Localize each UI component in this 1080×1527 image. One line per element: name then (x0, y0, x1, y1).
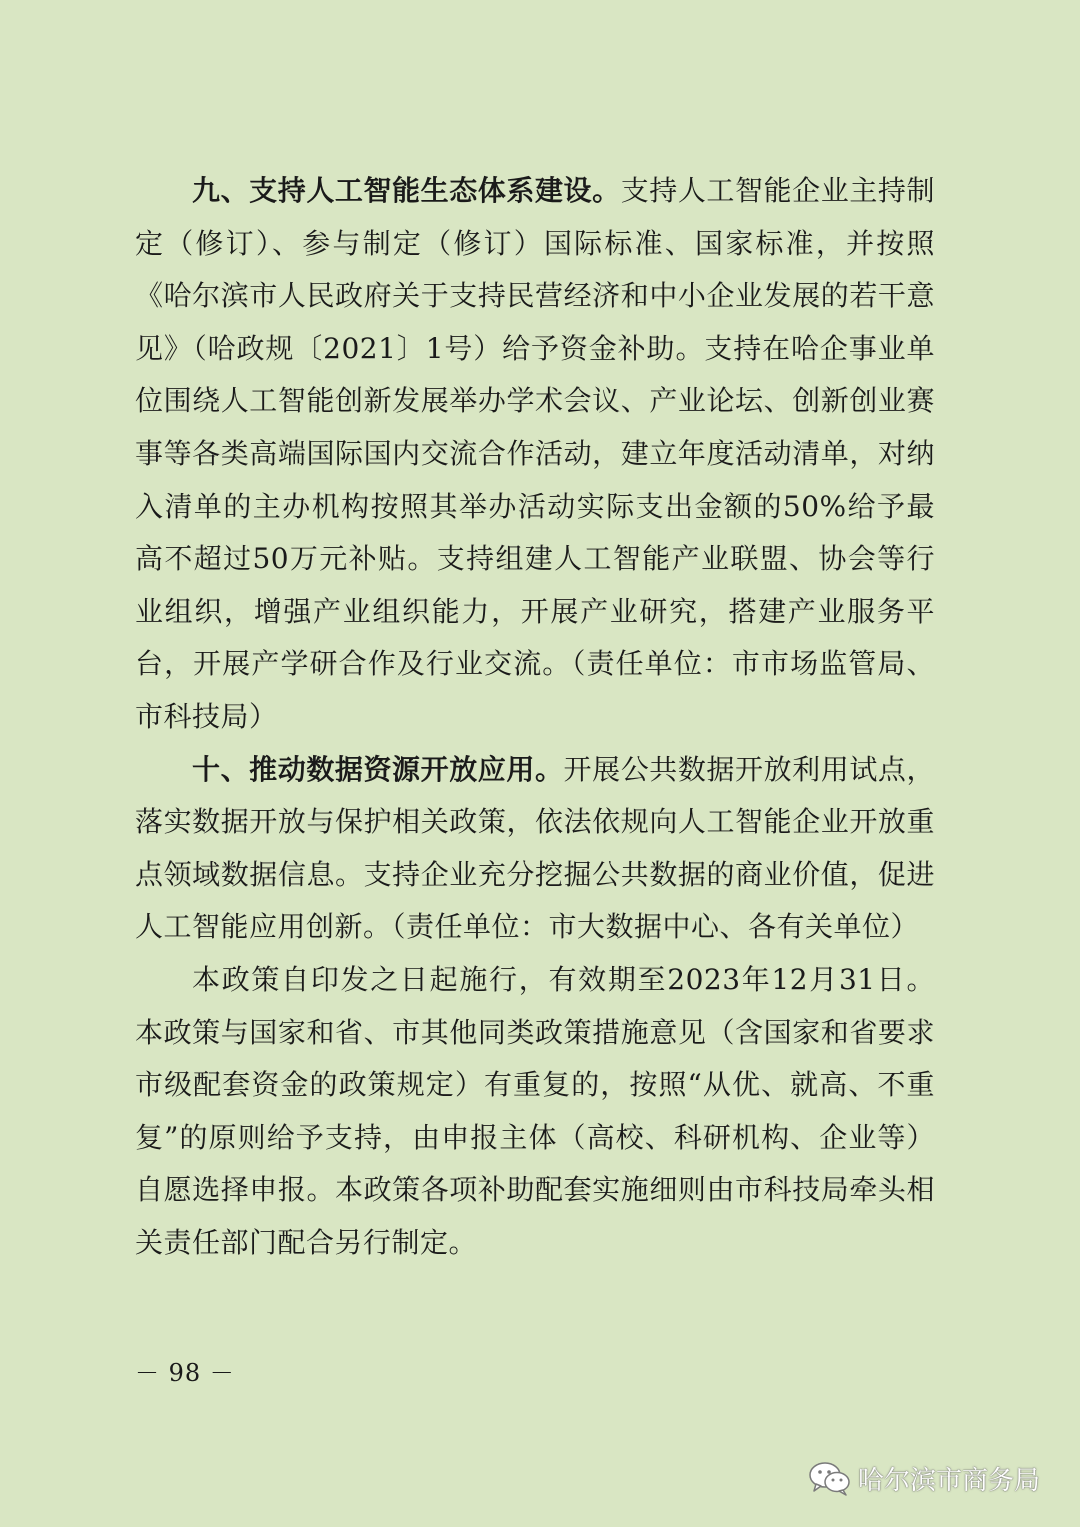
page-number: － 98 － (135, 1359, 235, 1387)
paragraph-text: 开展公共数据开放利用试点，落实数据开放与保护相关政策，依法依规向人工智能企业开放重点领域数据信息。支持企业充分挖掘公共数据的商业价值，促进人工智能应用创新。（责任单位：市大数据中心、各有关单位） (135, 752, 935, 944)
paragraph-text: 本政策自印发之日起施行，有效期至2023年12月31日。本政策与国家和省、市其他同类政策措施意见（含国家和省要求市级配套资金的政策规定）有重复的，按照“从优、就高、不重复”的原则给予支持，由申报主体（高校、科研机构、企业等）自愿选择申报。本政策各项补助配套实施细则由市科技局牵头相关责任部门配合另行制定。 (135, 962, 935, 1259)
wechat-icon (808, 1460, 852, 1496)
paragraph-policy-validity (135, 954, 935, 1270)
document-body (135, 165, 935, 1269)
wechat-watermark (808, 1458, 1040, 1498)
section-heading-10: 十、推动数据资源开放应用。 (192, 752, 564, 786)
paragraph-ai-ecosystem (135, 165, 935, 744)
section-heading-9: 九、支持人工智能生态体系建设。 (192, 174, 621, 207)
paragraph-data-resources (135, 744, 935, 954)
paragraph-text: 支持人工智能企业主持制定（修订）、参与制定（修订）国际标准、国家标准，并按照《哈尔滨市人民政府关于支持民营经济和中小企业发展的若干意见》（哈政规〔2021〕1号）给予资金补助。支持在哈企事业单位围绕人工智能创新发展举办学术会议、产业论坛、创新创业赛事等各类高端国际国内交流合作活动，建立年度活动清单，对纳入清单的主办机构按照其举办活动实际支出金额的50%给予最高不超过50万元补贴。支持组建人工智能产业联盟、协会等行业组织，增强产业组织能力，开展产业研究，搭建产业服务平台，开展产学研合作及行业交流。（责任单位：市市场监管局、市科技局） (135, 174, 935, 733)
watermark-text: 哈尔滨市商务局 (858, 1465, 1041, 1496)
